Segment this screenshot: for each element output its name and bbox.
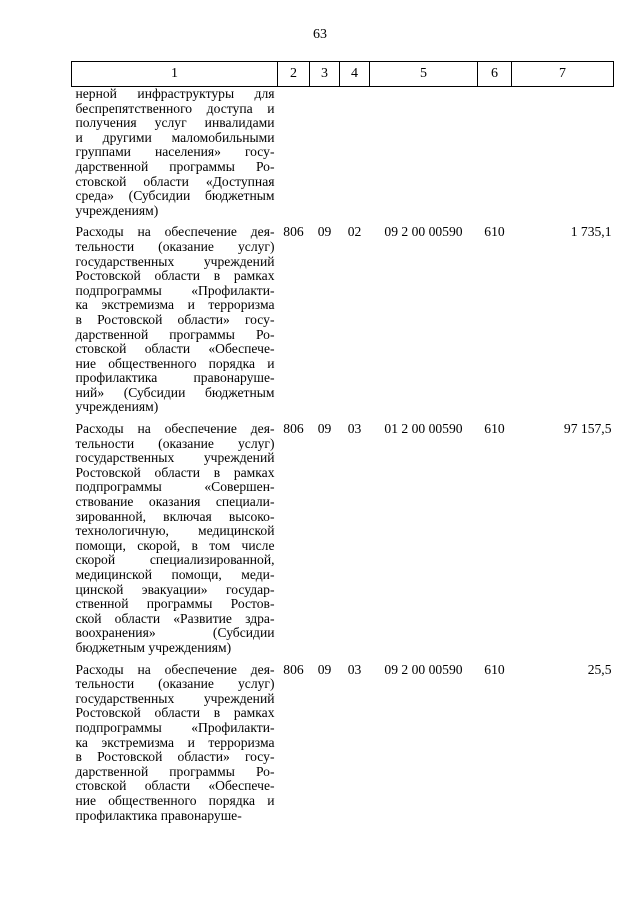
- target-article-code: 01 2 00 00590: [384, 421, 463, 437]
- description-line: в Ростовской области» госу-: [75, 749, 275, 765]
- description-line: подпрограммы «Профилакти-: [75, 282, 275, 298]
- description-line: тельности (оказание услуг): [75, 435, 275, 451]
- description-line: получения услуг инвалидами: [75, 115, 275, 131]
- description-line: государственных учреждений: [75, 450, 275, 466]
- description-line: беспрепятственного доступа и: [75, 100, 275, 116]
- description-line: тельности (оказание услуг): [75, 238, 275, 254]
- description-line: ствование оказания специали-: [75, 494, 275, 510]
- expense-type-code: 610: [484, 661, 505, 677]
- description-line: ние общественного порядка и: [75, 792, 275, 808]
- description-line: ской области «Развитие здра-: [75, 610, 275, 626]
- description-line: стовской области «Доступная: [75, 173, 275, 189]
- description-line: Ростовской области в рамках: [75, 464, 275, 480]
- description-line: стовской области «Обеспече-: [75, 778, 275, 794]
- description-line: дарственной программы Ро-: [75, 326, 275, 342]
- description-line: среда» (Субсидии бюджетным: [75, 188, 275, 204]
- header-col-6: 6: [478, 62, 512, 87]
- description-line: подпрограммы «Профилакти-: [75, 719, 275, 735]
- description-line: профилактика правонаруше-: [75, 370, 275, 386]
- description-line: профилактика правонаруше-: [75, 807, 242, 823]
- row-description: [72, 422, 278, 663]
- description-line: и другими маломобильными: [75, 129, 275, 145]
- description-line: ственной программы Ростов-: [75, 596, 275, 612]
- description-line: Расходы на обеспечение дея-: [75, 661, 275, 677]
- description-line: группами населения» госу-: [75, 144, 275, 160]
- target-article-code: [370, 87, 478, 226]
- ministry-code: [278, 87, 310, 226]
- header-col-3: 3: [310, 62, 340, 87]
- expense-type-code: 610: [484, 421, 505, 437]
- description-line: технологичную, медицинской: [75, 523, 275, 539]
- subsection-code: [340, 87, 370, 226]
- description-line: ка экстремизма и терроризма: [75, 734, 275, 750]
- amount: 97 157,5: [563, 421, 612, 437]
- subsection-code: 02: [347, 224, 362, 240]
- header-col-7: 7: [512, 62, 614, 87]
- description-line: цинской эвакуации» государ-: [75, 581, 275, 597]
- description-line: медицинской помощи, меди-: [75, 567, 275, 582]
- description-line: учреждениям): [75, 399, 159, 415]
- target-article-code: 09 2 00 00590: [384, 661, 463, 677]
- row-description: [72, 663, 278, 831]
- description-line: ние общественного порядка и: [75, 355, 275, 371]
- table-header: [72, 62, 614, 87]
- table-row: [72, 87, 614, 226]
- header-col-2: 2: [278, 62, 310, 87]
- description-line: Расходы на обеспечение дея-: [75, 421, 275, 437]
- section-code: 09: [317, 224, 332, 240]
- subsection-code: 03: [347, 661, 362, 677]
- ministry-code: 806: [283, 661, 304, 677]
- header-col-5: 5: [370, 62, 478, 87]
- description-line: скорой специализированной,: [75, 552, 275, 568]
- description-line: тельности (оказание услуг): [75, 676, 275, 692]
- description-line: государственных учреждений: [75, 253, 275, 269]
- ministry-code: 806: [283, 421, 304, 437]
- description-line: дарственной программы Ро-: [75, 763, 275, 779]
- description-line: дарственной программы Ро-: [75, 158, 275, 174]
- target-article-code: 09 2 00 00590: [384, 224, 463, 240]
- description-line: ка экстремизма и терроризма: [75, 297, 275, 313]
- header-col-1: 1: [72, 62, 278, 87]
- description-line: подпрограммы «Совершен-: [75, 479, 275, 495]
- subsection-code: 03: [347, 421, 362, 437]
- description-line: Расходы на обеспечение дея-: [75, 224, 275, 240]
- description-line: нерной инфраструктуры для: [75, 86, 275, 101]
- amount: 25,5: [587, 661, 612, 677]
- amount: 1 735,1: [570, 224, 612, 240]
- description-line: Ростовской области в рамках: [75, 268, 275, 284]
- page-number: 63: [313, 27, 327, 42]
- section-code: 09: [317, 421, 332, 437]
- row-description: [72, 225, 278, 422]
- description-line: учреждениям): [75, 202, 159, 218]
- description-line: стовской области «Обеспече-: [75, 341, 275, 357]
- table-row: [72, 422, 614, 663]
- description-line: воохранения» (Субсидии: [75, 625, 275, 641]
- budget-table: [71, 61, 614, 830]
- table-row: [72, 225, 614, 422]
- table-row: [72, 663, 614, 831]
- header-col-4: 4: [340, 62, 370, 87]
- description-line: зированной, включая высоко-: [75, 508, 275, 524]
- ministry-code: 806: [283, 224, 304, 240]
- description-line: ний» (Субсидии бюджетным: [75, 384, 275, 400]
- description-line: в Ростовской области» госу-: [75, 311, 275, 327]
- section-code: 09: [317, 661, 332, 677]
- description-line: Ростовской области в рамках: [75, 705, 275, 721]
- row-description: [72, 87, 278, 226]
- expense-type-code: [478, 87, 512, 226]
- description-line: государственных учреждений: [75, 690, 275, 706]
- amount: [512, 87, 614, 226]
- expense-type-code: 610: [484, 224, 505, 240]
- description-line: бюджетным учреждениям): [75, 639, 232, 655]
- section-code: [310, 87, 340, 226]
- description-line: помощи, скорой, в том числе: [75, 537, 275, 553]
- table-body: [72, 87, 614, 831]
